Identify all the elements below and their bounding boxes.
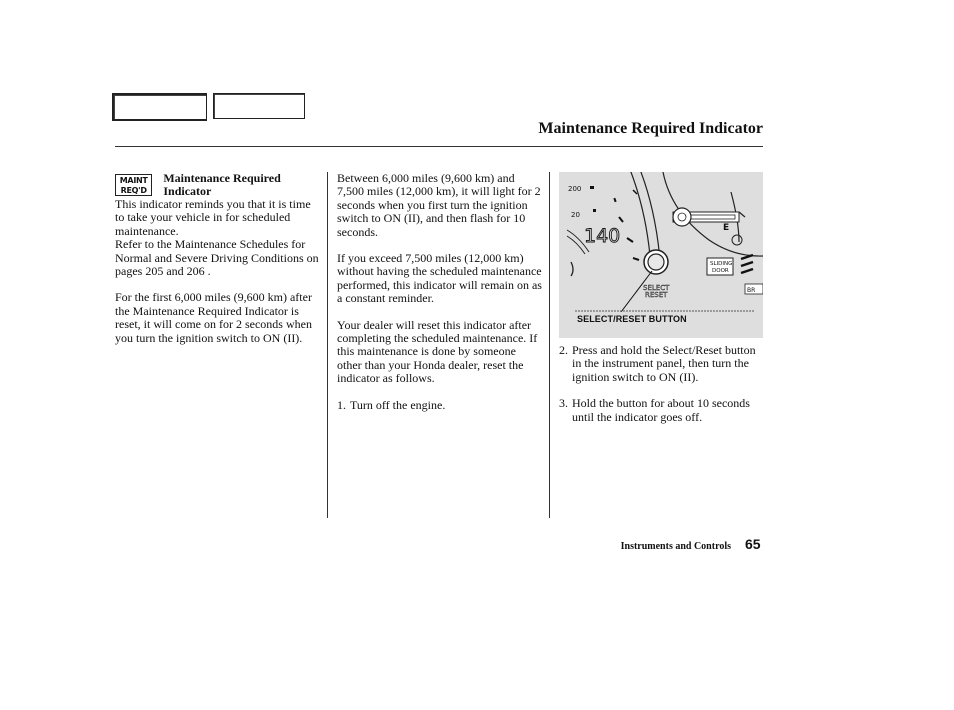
button-label-reset: RESET [645,291,668,299]
door-label-sliding: SLIDING [710,261,733,267]
step-3 [559,397,764,424]
gauge-label-20: 20 [571,211,580,219]
paragraph: This indicator reminds you that it is time to take your vehicle in for scheduled maintenance. [115,197,311,238]
edge-label: BR [747,287,756,294]
maint-icon-line2: REQ'D [120,185,147,195]
footer-section-title: Instruments and Controls [620,541,731,552]
step-text: Press and hold the Select/Reset button in the instrument panel, then turn the ignition switch to ON (II). [572,343,756,384]
paragraph: Between 6,000 miles (9,600 km) and 7,500 miles (12,000 km), it will light for 2 seconds when you first turn the ignition switch to ON (II), and then flash for 10 seconds. [337,171,541,239]
page-number: 65 [745,536,761,552]
fuel-letter: E [723,223,730,233]
instrument-panel-figure [559,172,763,338]
gauge-label-200: 200 [568,185,582,193]
door-label-door: DOOR [712,268,729,274]
instrument-panel-illustration [559,172,763,312]
step-2 [559,344,764,384]
header-tab-left [112,93,207,121]
column-divider-2 [549,172,550,518]
maint-reqd-icon [115,174,152,196]
title-rule [115,146,763,147]
indicator-heading: Maintenance Required Indicator [163,171,281,198]
step-text: Turn off the engine. [350,397,446,412]
maint-icon-line1: MAINT [119,176,148,185]
step-1 [337,399,542,412]
figure-caption: SELECT/RESET BUTTON [577,314,687,324]
step-number: 3. [559,396,568,411]
column-3 [559,344,764,424]
step-number: 1. [337,397,346,412]
column-2 [337,172,542,412]
paragraph: Your dealer will reset this indicator after completing the scheduled maintenance. If this maintenance is done by someone other than your Honda dealer, reset the indicator as follows. [337,317,538,386]
header-tab-right [213,93,305,119]
indicator-heading-row [115,172,320,198]
column-divider-1 [327,172,328,518]
step-number: 2. [559,343,568,357]
paragraph: For the first 6,000 miles (9,600 km) after the Maintenance Required Indicator is reset, it will come on for 2 seconds when you turn the ignition switch to ON (II). [115,290,312,345]
button-label-select: SELECT [643,284,670,292]
step-text: Hold the button for about 10 seconds until the indicator goes off. [572,396,750,424]
paragraph: If you exceed 7,500 miles (12,000 km) without having the scheduled maintenance performed, this indicator will remain on as a constant reminder. [337,251,542,306]
page-title: Maintenance Required Indicator [538,120,763,137]
paragraph: Refer to the Maintenance Schedules for Normal and Severe Driving Conditions on pages 205 and 206 . [115,237,319,279]
column-1 [115,172,320,345]
speed-readout: 140 [584,225,621,247]
